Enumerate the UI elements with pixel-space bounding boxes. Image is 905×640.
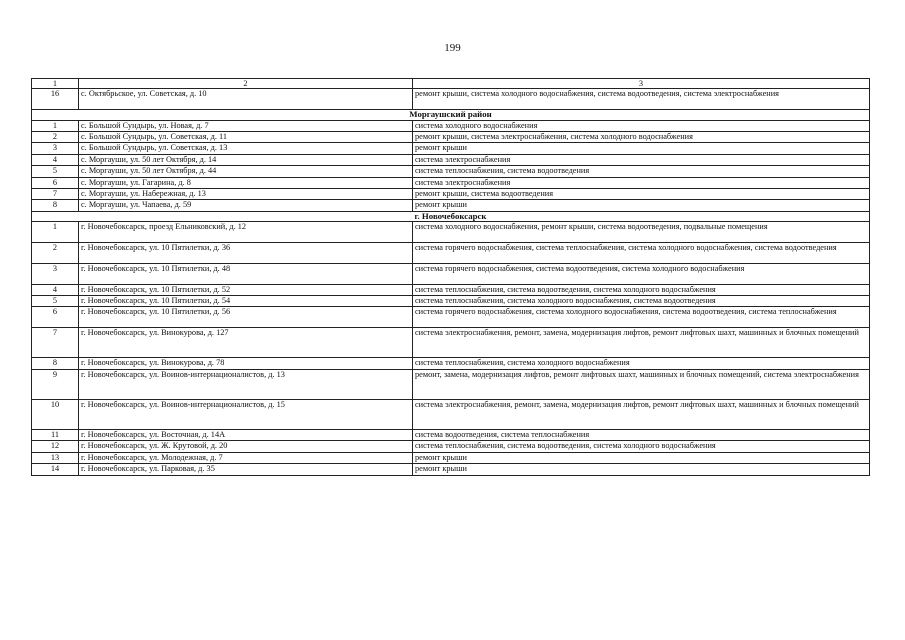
address-cell: с. Моргауши, ул. Гагарина, д. 8: [79, 177, 413, 188]
works-cell: ремонт крыши, система холодного водоснабжения, система водоотведения, система электроснабжения: [413, 89, 870, 110]
works-cell: система электроснабжения, ремонт, замена, модернизация лифтов, ремонт лифтовых шахт, машинных и блочных помещений: [413, 328, 870, 358]
table-row: [32, 295, 870, 306]
works-cell: ремонт крыши, система электроснабжения, система холодного водоснабжения: [413, 132, 870, 143]
header-col-2: 2: [79, 79, 413, 89]
row-number-cell: 3: [32, 143, 79, 154]
table-row: [32, 132, 870, 143]
works-cell: ремонт крыши, система водоотведения: [413, 188, 870, 199]
address-cell: г. Новочебоксарск, ул. 10 Пятилетки, д. 56: [79, 307, 413, 328]
table-row: [32, 441, 870, 452]
row-number-cell: 13: [32, 452, 79, 463]
address-cell: г. Новочебоксарск, ул. Восточная, д. 14А: [79, 430, 413, 441]
table-row: [32, 284, 870, 295]
address-cell: с. Моргауши, ул. 50 лет Октября, д. 14: [79, 154, 413, 165]
table-header-row: [32, 79, 870, 89]
row-number-cell: 10: [32, 399, 79, 429]
header-col-1: 1: [32, 79, 79, 89]
table-row: [32, 200, 870, 211]
table-body: [32, 89, 870, 475]
table-row: [32, 143, 870, 154]
works-cell: система теплоснабжения, система холодного водоснабжения: [413, 358, 870, 369]
works-cell: система электроснабжения: [413, 154, 870, 165]
works-cell: система горячего водоснабжения, система теплоснабжения, система холодного водоснабжения, система водоотведения: [413, 242, 870, 263]
row-number-cell: 7: [32, 188, 79, 199]
row-number-cell: 4: [32, 154, 79, 165]
row-number-cell: 16: [32, 89, 79, 110]
table-row: [32, 464, 870, 475]
table-row: [32, 328, 870, 358]
table-row: [32, 89, 870, 110]
table-row: [32, 307, 870, 328]
section-title: Моргаушский район: [32, 110, 870, 120]
address-cell: г. Новочебоксарск, ул. Ж. Крутовой, д. 20: [79, 441, 413, 452]
address-cell: с. Большой Сундырь, ул. Новая, д. 7: [79, 120, 413, 131]
header-col-3: 3: [413, 79, 870, 89]
section-header-row: [32, 211, 870, 221]
table-row: [32, 399, 870, 429]
address-cell: с. Моргауши, ул. Набережная, д. 13: [79, 188, 413, 199]
row-number-cell: 2: [32, 242, 79, 263]
works-cell: система теплоснабжения, система водоотведения, система холодного водоснабжения: [413, 441, 870, 452]
works-cell: система холодного водоснабжения: [413, 120, 870, 131]
works-cell: система электроснабжения: [413, 177, 870, 188]
row-number-cell: 9: [32, 369, 79, 399]
works-cell: система теплоснабжения, система водоотведения, система холодного водоснабжения: [413, 284, 870, 295]
address-cell: с. Моргауши, ул. 50 лет Октября, д. 44: [79, 166, 413, 177]
address-cell: г. Новочебоксарск, ул. Винокурова, д. 127: [79, 328, 413, 358]
table-row: [32, 430, 870, 441]
table-row: [32, 120, 870, 131]
row-number-cell: 6: [32, 307, 79, 328]
row-number-cell: 3: [32, 263, 79, 284]
works-cell: ремонт крыши: [413, 200, 870, 211]
table-row: [32, 242, 870, 263]
address-cell: г. Новочебоксарск, ул. Парковая, д. 35: [79, 464, 413, 475]
address-cell: г. Новочебоксарск, ул. Молодежная, д. 7: [79, 452, 413, 463]
address-cell: г. Новочебоксарск, ул. Винокурова, д. 78: [79, 358, 413, 369]
works-cell: система водоотведения, система теплоснабжения: [413, 430, 870, 441]
row-number-cell: 11: [32, 430, 79, 441]
address-cell: г. Новочебоксарск, ул. 10 Пятилетки, д. 36: [79, 242, 413, 263]
table-row: [32, 358, 870, 369]
address-cell: г. Новочебоксарск, ул. 10 Пятилетки, д. 52: [79, 284, 413, 295]
works-cell: система электроснабжения, ремонт, замена, модернизация лифтов, ремонт лифтовых шахт, машинных и блочных помещений: [413, 399, 870, 429]
row-number-cell: 8: [32, 358, 79, 369]
row-number-cell: 12: [32, 441, 79, 452]
address-cell: с. Большой Сундырь, ул. Советская, д. 13: [79, 143, 413, 154]
row-number-cell: 1: [32, 222, 79, 243]
table-row: [32, 222, 870, 243]
table-row: [32, 452, 870, 463]
works-cell: система теплоснабжения, система водоотведения: [413, 166, 870, 177]
address-cell: г. Новочебоксарск, ул. 10 Пятилетки, д. 54: [79, 295, 413, 306]
address-cell: г. Новочебоксарск, проезд Ельниковский, д. 12: [79, 222, 413, 243]
table-row: [32, 177, 870, 188]
works-cell: ремонт, замена, модернизация лифтов, ремонт лифтовых шахт, машинных и блочных помещений, система электроснабжения: [413, 369, 870, 399]
page-number: 199: [444, 42, 461, 54]
works-cell: ремонт крыши: [413, 143, 870, 154]
table-row: [32, 166, 870, 177]
works-cell: ремонт крыши: [413, 452, 870, 463]
address-cell: г. Новочебоксарск, ул. Воинов-интернационалистов, д. 15: [79, 399, 413, 429]
row-number-cell: 5: [32, 166, 79, 177]
works-cell: система горячего водоснабжения, система водоотведения, система холодного водоснабжения: [413, 263, 870, 284]
row-number-cell: 6: [32, 177, 79, 188]
works-table: [31, 78, 870, 476]
address-cell: г. Новочебоксарск, ул. Воинов-интернационалистов, д. 13: [79, 369, 413, 399]
section-title: г. Новочебоксарск: [32, 211, 870, 221]
row-number-cell: 1: [32, 120, 79, 131]
table-row: [32, 369, 870, 399]
table-row: [32, 154, 870, 165]
row-number-cell: 2: [32, 132, 79, 143]
row-number-cell: 8: [32, 200, 79, 211]
works-cell: ремонт крыши: [413, 464, 870, 475]
table-row: [32, 188, 870, 199]
address-cell: с. Большой Сундырь, ул. Советская, д. 11: [79, 132, 413, 143]
works-cell: система горячего водоснабжения, система холодного водоснабжения, система водоотведения, система теплоснабжения: [413, 307, 870, 328]
works-cell: система холодного водоснабжения, ремонт крыши, система водоотведения, подвальные помещения: [413, 222, 870, 243]
row-number-cell: 4: [32, 284, 79, 295]
section-header-row: [32, 110, 870, 120]
address-cell: г. Новочебоксарск, ул. 10 Пятилетки, д. 48: [79, 263, 413, 284]
address-cell: с. Октябрьское, ул. Советская, д. 10: [79, 89, 413, 110]
row-number-cell: 5: [32, 295, 79, 306]
table-row: [32, 263, 870, 284]
row-number-cell: 14: [32, 464, 79, 475]
works-cell: система теплоснабжения, система холодного водоснабжения, система водоотведения: [413, 295, 870, 306]
address-cell: с. Моргауши, ул. Чапаева, д. 59: [79, 200, 413, 211]
row-number-cell: 7: [32, 328, 79, 358]
